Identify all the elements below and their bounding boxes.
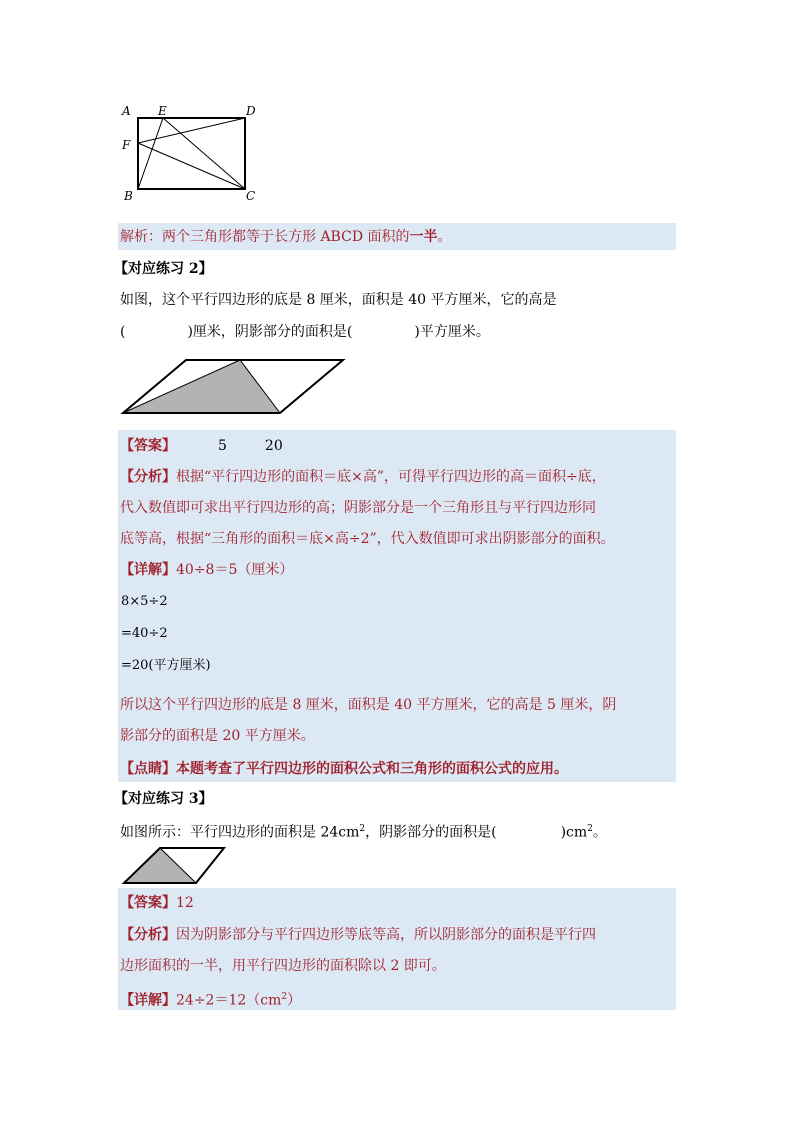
ex2-answer-2: 20 <box>264 438 283 454</box>
parallelogram-figure-3 <box>118 845 228 887</box>
ex3-question <box>120 819 607 843</box>
ex3-analysis-line2: 边形面积的一半，用平行四边形的面积除以 2 即可。 <box>120 958 446 974</box>
ex3-detail-b: ） <box>287 992 302 1009</box>
ex3-detail-sup: 2 <box>281 992 288 1002</box>
ex3-question-c: )cm <box>560 824 588 841</box>
ex2-conclusion-line2: 影部分的面积是 20 平方厘米。 <box>120 728 315 744</box>
shaded-triangle <box>123 360 280 413</box>
ex2-point-text: 本题考查了平行四边形的面积公式和三角形的面积公式的应用。 <box>176 761 568 777</box>
ex2-question-end: )平方厘米。 <box>414 324 490 340</box>
ex2-detail-line1 <box>120 560 293 580</box>
ex2-analysis-line2: 代入数值即可求出平行四边形的高；阴影部分是一个三角形且与平行四边形同 <box>120 500 596 516</box>
ex2-math-2: =40÷2 <box>121 626 168 641</box>
ex3-question-d: 。 <box>592 824 607 841</box>
ex3-question-b: ，阴影部分的面积是( <box>365 824 497 841</box>
ex2-question-line1: 如图，这个平行四边形的底是 8 厘米，面积是 40 平方厘米，它的高是 <box>120 292 557 308</box>
shaded-triangle-3 <box>124 848 196 883</box>
ex3-detail <box>120 987 301 1011</box>
rectangle-abcd <box>138 118 245 189</box>
ex2-analysis-text1: 根据“平行四边形的面积＝底×高”，可得平行四边形的高＝面积÷底， <box>176 469 606 485</box>
ex3-detail-tag: 【详解】 <box>120 992 176 1009</box>
ex3-question-a: 如图所示：平行四边形的面积是 24cm <box>120 824 360 841</box>
ex3-answer-tag: 【答案】 <box>120 895 176 911</box>
analysis1-bold: 一半 <box>409 229 438 245</box>
label-b: B <box>124 189 133 203</box>
ex3-answer-value: 12 <box>176 895 194 911</box>
analysis1-prefix: 解析：两个三角形都等于长方形 ABCD 面积的 <box>120 229 410 245</box>
ex2-detail-text: 40÷8＝5（厘米） <box>176 562 294 578</box>
ex2-answer-1: 5 <box>218 438 227 454</box>
ex3-sup1: 2 <box>359 824 366 834</box>
ex2-point-tag: 【点睛】 <box>120 761 176 777</box>
analysis1-text <box>120 227 452 247</box>
ex3-analysis-line1 <box>120 925 596 945</box>
ex2-math-1: 8×5÷2 <box>121 594 168 609</box>
ex3-sup2: 2 <box>587 824 593 834</box>
ex3-heading: 【对应练习 3】 <box>114 791 213 807</box>
ex2-blank1-open: ( <box>120 324 126 340</box>
line-eb <box>138 118 163 189</box>
ex3-detail-a: 24÷2＝12（cm <box>176 992 282 1009</box>
ex3-answer <box>120 893 194 913</box>
label-f: F <box>122 138 131 152</box>
rectangle-figure <box>118 100 268 204</box>
ex2-analysis-tag: 【分析】 <box>120 469 176 485</box>
ex2-conclusion-line1: 所以这个平行四边形的底是 8 厘米，面积是 40 平方厘米，它的高是 5 厘米，阴 <box>120 697 617 713</box>
label-d: D <box>246 104 256 118</box>
ex2-heading: 【对应练习 2】 <box>114 261 213 277</box>
ex2-detail-tag: 【详解】 <box>120 562 176 578</box>
ex2-question-middle: )厘米，阴影部分的面积是( <box>187 324 353 340</box>
ex2-point-line <box>120 759 568 779</box>
line-ec <box>163 118 245 189</box>
ex3-analysis-tag: 【分析】 <box>120 927 176 943</box>
ex2-question-line2 <box>120 322 490 342</box>
ex2-math-3: =20(平方厘米) <box>121 658 211 673</box>
line-fc <box>138 143 245 189</box>
label-c: C <box>246 189 256 203</box>
ex2-answer <box>120 436 283 456</box>
parallelogram-figure-2 <box>118 354 350 418</box>
line-fd <box>138 118 245 143</box>
ex3-analysis-text1: 因为阴影部分与平行四边形等底等高，所以阴影部分的面积是平行四 <box>176 927 596 943</box>
analysis1-suffix: 。 <box>437 229 452 245</box>
label-a: A <box>122 104 131 118</box>
ex2-analysis-line3: 底等高，根据“三角形的面积＝底×高÷2”，代入数值即可求出阴影部分的面积。 <box>120 531 615 547</box>
ex2-answer-tag: 【答案】 <box>120 438 176 454</box>
label-e: E <box>158 104 167 118</box>
ex2-analysis-line1 <box>120 467 606 487</box>
